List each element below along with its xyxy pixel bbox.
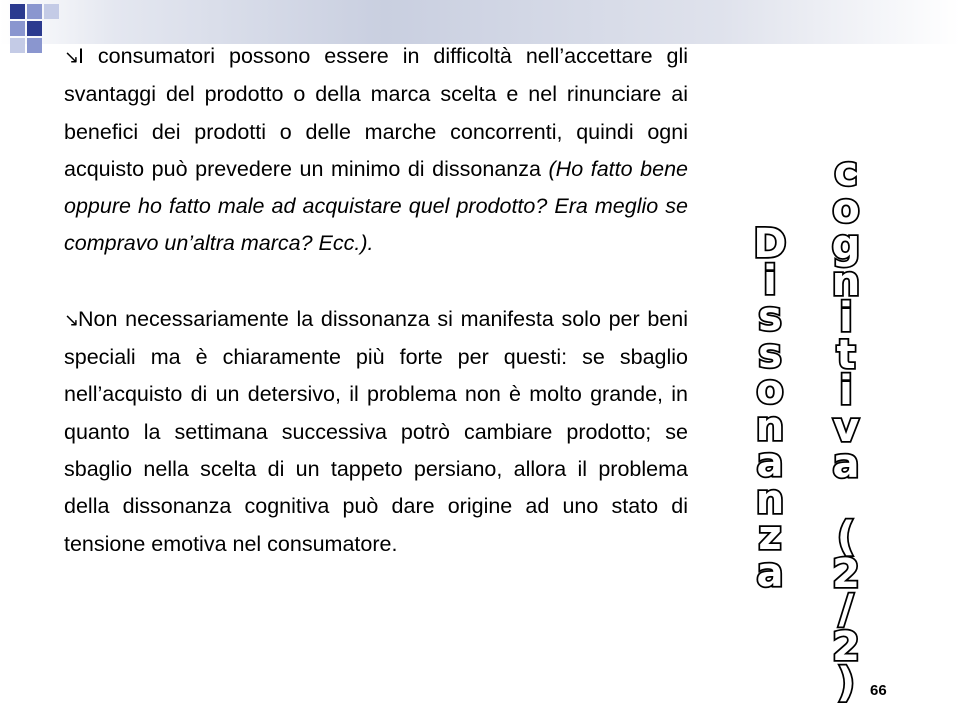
paragraph-1-text: I consumatori possono essere in difficoltà nell’accettare gli svantaggi del prodotto o della marca scelta e nel rinunciare ai benefici dei prodotti o delle marche concorrenti, quindi ogni acquisto può prevedere un minimo di dissonanza [64,44,688,181]
side-title-word-1 [740,221,800,596]
side-title-letter: s [758,294,782,340]
decor-square [10,21,25,36]
side-title-word-2 [816,149,876,706]
decor-square [10,4,25,19]
side-title-letter: / [838,587,854,633]
side-title-letter: i [763,257,777,304]
paragraph-1 [64,38,688,263]
side-title-letter: i [839,368,853,414]
page-number: 66 [870,682,887,699]
side-title-letter: i [839,295,853,341]
side-title-letter: n [755,403,785,450]
side-title-letter: a [756,440,784,486]
paragraph-2 [64,301,688,563]
arrow-bullet-icon: ↘ [64,47,80,67]
decor-square [27,4,42,19]
side-title-letter: c [834,149,858,195]
side-title-letter: a [832,441,860,487]
slide-body [64,38,688,563]
side-title-letter: n [755,476,785,523]
side-title-letter: v [832,404,860,451]
side-title-letter: 2 [832,623,860,670]
side-title-letter: D [753,221,787,267]
side-title-letter: o [832,185,860,232]
side-title-letter: a [756,549,784,596]
side-title-letter: t [836,331,856,378]
decor-square [44,4,59,19]
side-title-letter: n [831,258,861,305]
side-title-letter: g [831,222,861,268]
paragraph-2-text: Non necessariamente la dissonanza si manifesta solo per beni speciali ma è chiaramente più forte per questi: se sbaglio nell’acquisto di un detersivo, il problema non è molto grande, in quanto la settimana successiva potrò cambiare prodotto; se sbaglio nella scelta di un tappeto persiano, allora il problema della dissonanza cognitiva può dare origine ad uno stato di tensione emotiva nel consumatore. [64,306,688,556]
side-title-letter: ( [836,514,856,560]
decor-square [27,38,42,53]
side-title-letter: s [758,330,782,377]
decor-square [27,21,42,36]
decor-square [10,38,25,53]
side-title-letter: ) [836,660,856,706]
arrow-bullet-icon: ↘ [64,309,80,330]
side-title-letter: 2 [832,550,860,597]
paragraph-1-italic: (Ho fatto bene oppure ho fatto male ad acquistare quel prodotto? Era meglio se compravo un’altra marca? Ecc.). [64,156,688,256]
side-title-letter: z [758,513,782,559]
side-title-letter: o [756,367,784,413]
